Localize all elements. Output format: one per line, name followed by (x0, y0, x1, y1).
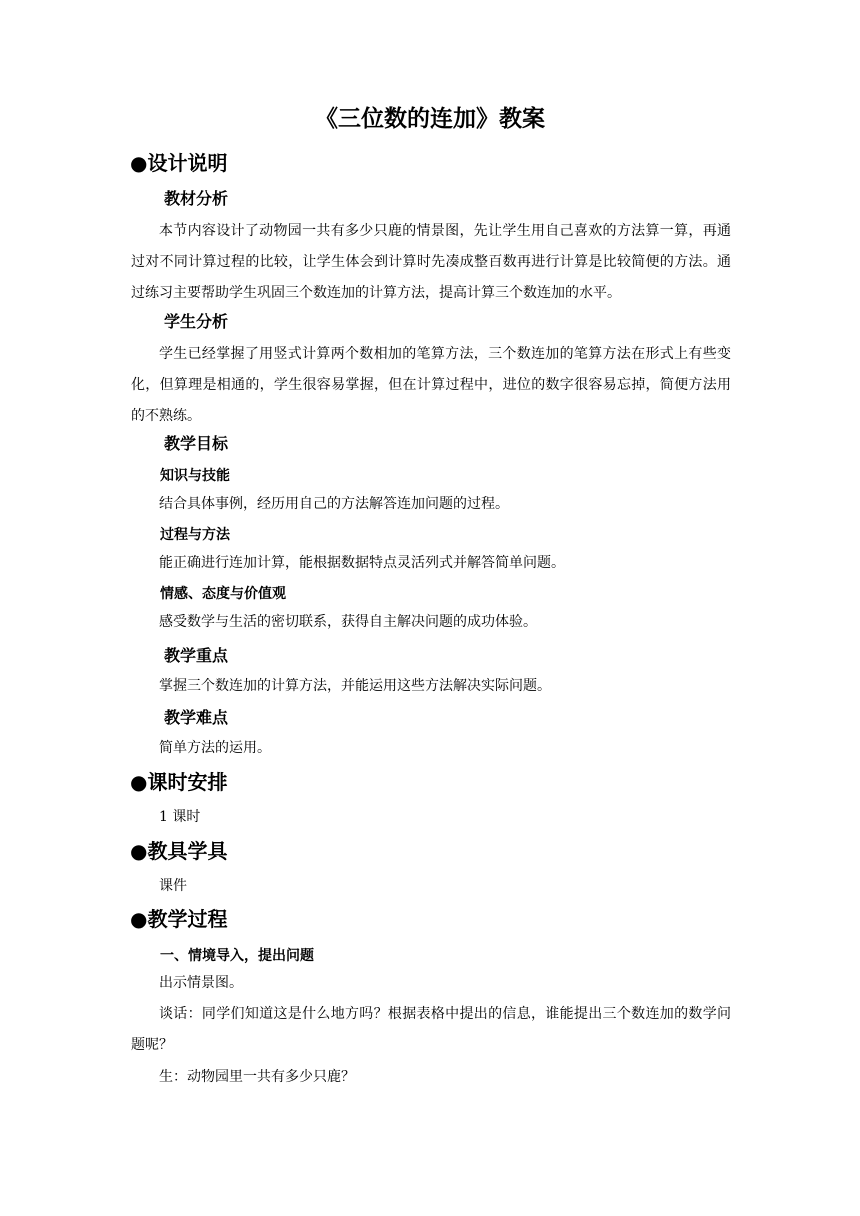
paragraph-schedule: 1 课时 (159, 809, 201, 825)
paragraph-key-point: 掌握三个数连加的计算方法，并能运用这些方法解决实际问题。 (159, 678, 551, 694)
section-heading-design: ●设计说明 (130, 151, 228, 175)
goal-heading-knowledge: 知识与技能 (160, 468, 230, 484)
goal-text-knowledge: 结合具体事例，经历用自己的方法解答连加问题的过程。 (159, 496, 509, 512)
process-step1-heading: 一、情境导入，提出问题 (160, 948, 314, 964)
subheading-student-analysis: 学生分析 (164, 312, 229, 331)
document-title: 《三位数的连加》教案 (315, 106, 545, 132)
goal-heading-emotion: 情感、态度与价值观 (160, 586, 286, 602)
paragraph-material-analysis: 本节内容设计了动物园一共有多少只鹿的情景图，先让学生用自己喜欢的方法算一算，再通过对不同计算过程的比较，让学生体会到计算时先凑成整百数再进行计算是比较简便的方法。通过练习主要帮助学生巩固三个数连加的计算方法，提高计算三个数连加的水平。 (131, 223, 731, 301)
section-heading-tools: ●教具学具 (130, 839, 228, 863)
subheading-key-point: 教学重点 (164, 646, 229, 665)
process-step1-paragraph-2: 谈话：同学们知道这是什么地方吗？根据表格中提出的信息，谁能提出三个数连加的数学问题呢？ (131, 1006, 731, 1053)
subheading-teaching-goals: 教学目标 (164, 434, 229, 453)
subheading-difficult-point: 教学难点 (164, 708, 229, 727)
paragraph-tools: 课件 (159, 878, 187, 894)
paragraph-student-analysis: 学生已经掌握了用竖式计算两个数相加的笔算方法，三个数连加的笔算方法在形式上有些变化，但算理是相通的，学生很容易掌握，但在计算过程中，进位的数字很容易忘掉，简便方法用的不熟练。 (131, 346, 731, 424)
paragraph-difficult-point: 简单方法的运用。 (159, 740, 271, 756)
section-heading-process: ●教学过程 (130, 907, 228, 931)
subheading-material-analysis: 教材分析 (164, 189, 229, 208)
goal-heading-process: 过程与方法 (160, 527, 230, 543)
goal-text-process: 能正确进行连加计算，能根据数据特点灵活列式并解答简单问题。 (159, 555, 565, 571)
goal-text-emotion: 感受数学与生活的密切联系，获得自主解决问题的成功体验。 (159, 614, 537, 630)
section-heading-schedule: ●课时安排 (130, 770, 228, 794)
process-step1-paragraph-1: 出示情景图。 (159, 975, 243, 991)
process-step1-paragraph-3: 生：动物园里一共有多少只鹿？ (159, 1069, 355, 1085)
